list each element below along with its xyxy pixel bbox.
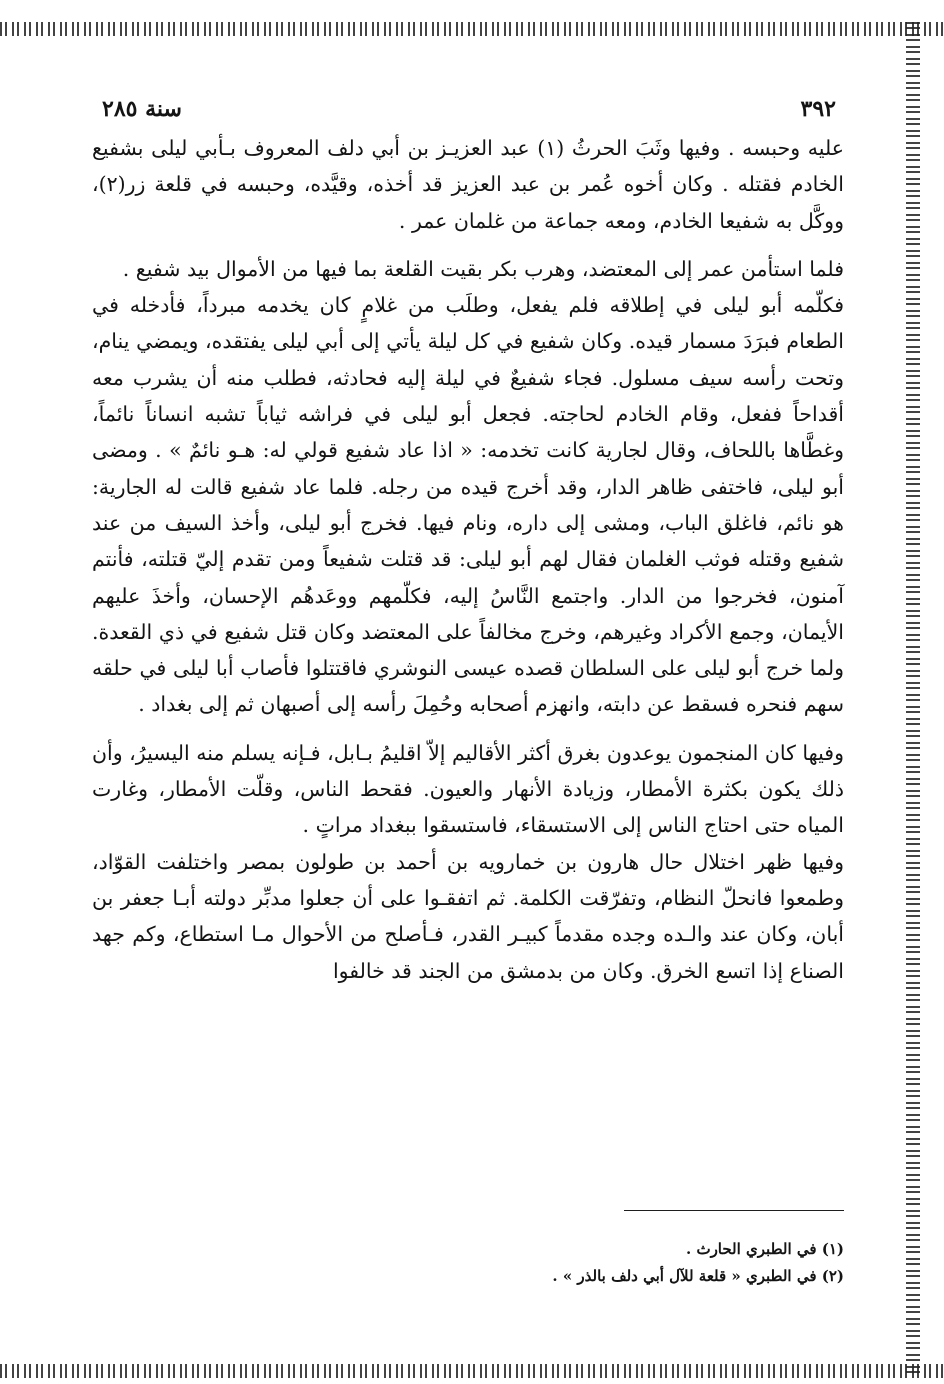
page-number: ٣٩٢	[800, 96, 836, 122]
running-header	[92, 90, 844, 130]
footnote-1: (١) في الطبري الحارث .	[686, 1240, 844, 1258]
paragraph-3: فكلّمه أبو ليلى في إطلاقه فلم يفعل، وطلَب من غلامٍ كان يخدمه مبرداً، فأدخله في الطعام فبرَدَ مسمار قيده. وكان شفيع في كل ليلة يأتي إلى أبي ليلى يفتقده، ويمضي ينام، وتحت رأسه سيف مسلول. فجاء شفيعٌ في ليلة إليه فحادثه، فطلب منه أن يشرب معه أقداحاً ففعل، وقام الخادم لحاجته. فجعل أبو ليلى في فراشه ثياباً تشبه انساناً نائماً، وغطَّاها باللحاف، وقال لجارية كانت تخدمه: « اذا عاد شفيع قولي له: هـو نائمٌ » . ومضى أبو ليلى، فاختفى ظاهر الدار، وقد أخرج قيده من رجله. فلما عاد شفيع قالت له الجارية: هو نائم، فاغلق الباب، ومشى إلى داره، ونام فيها. فخرج أبو ليلى، وأخذ السيف من عند شفيع وقتله فوثب الغلمان فقال لهم أبو ليلى: قد قتلت شفيعاً ومن تقدم إليّ قتلته، فأنتم آمنون، فخرجوا من الدار. واجتمع النَّاسُ إليه، فكلّمهم ووعَدهُم الإحسان، وأخذَ عليهم الأيمان، وجمع الأكراد وغيرهم، وخرج مخالفاً على المعتضد وكان قتل شفيع في ذي القعدة. ولما خرج أبو ليلى على السلطان قصده عيسى النوشري فاقتتلوا فأصاب أبا ليلى في حلقه سهم فنحره فسقط عن دابته، وانهزم أصحابه وحُمِلَ رأسه إلى أصبهان ثم إلى بغداد .	[92, 293, 844, 717]
footnote-separator	[624, 1210, 844, 1211]
footnotes	[92, 1236, 844, 1290]
body-text	[92, 130, 844, 989]
year-heading: سنة ٢٨٥	[102, 96, 182, 122]
book-page	[92, 90, 844, 1350]
ornamental-border-top	[0, 22, 944, 36]
paragraph-4: وفيها كان المنجمون يوعدون بغرق أكثر الأقاليم إلاّ اقليمُ بـابل، فـإنه يسلم منه اليسيرُ، وأن ذلك يكون بكثرة الأمطار، وزيادة الأنهار والعيون. فقحط الناس، وقلّت الأمطار، وغارت المياه حتى احتاج الناس إلى الاستسقاء، فاستسقوا ببغداد مراتٍ .	[92, 740, 844, 838]
paragraph-1: عليه وحبسه . وفيها وثَبَ الحرثُ (١) عبد العزيـز بن أبي دلف المعروف بـأبي ليلى بشفيع الخادم فقتله . وكان أخوه عُمر بن عبد العزيز قد أخذه، وقيَّده، وحبسه في قلعة زر(٢)، ووكَّل به شفيعا الخادم، ومعه جماعة من غلمان عمر .	[92, 136, 844, 233]
ornamental-border-right	[906, 22, 920, 1378]
footnote-2: (٢) في الطبري « قلعة للآل أبي دلف بالذر » .	[552, 1267, 844, 1285]
paragraph-2: فلما استأمن عمر إلى المعتضد، وهرب بكر بقيت القلعة بما فيها من الأموال بيد شفيع .	[122, 256, 844, 281]
paragraph-5: وفيها ظهر اختلال حال هارون بن خمارويه بن أحمد بن طولون بمصر واختلفت القوّاد، وطمعوا فانحلّ النظام، وتفرّقت الكلمة. ثم اتفقـوا على أن جعلوا مدبِّر دولته أبـا جعفر بن أبان، وكان عند والـده وجده مقدماً كبيـر القدر، فـأصلح من الأحوال مـا استطاع، وكم جهد الصناع إذا اتسع الخرق. وكان من بدمشق من الجند قد خالفوا	[92, 849, 844, 983]
ornamental-border-bottom	[0, 1364, 944, 1378]
